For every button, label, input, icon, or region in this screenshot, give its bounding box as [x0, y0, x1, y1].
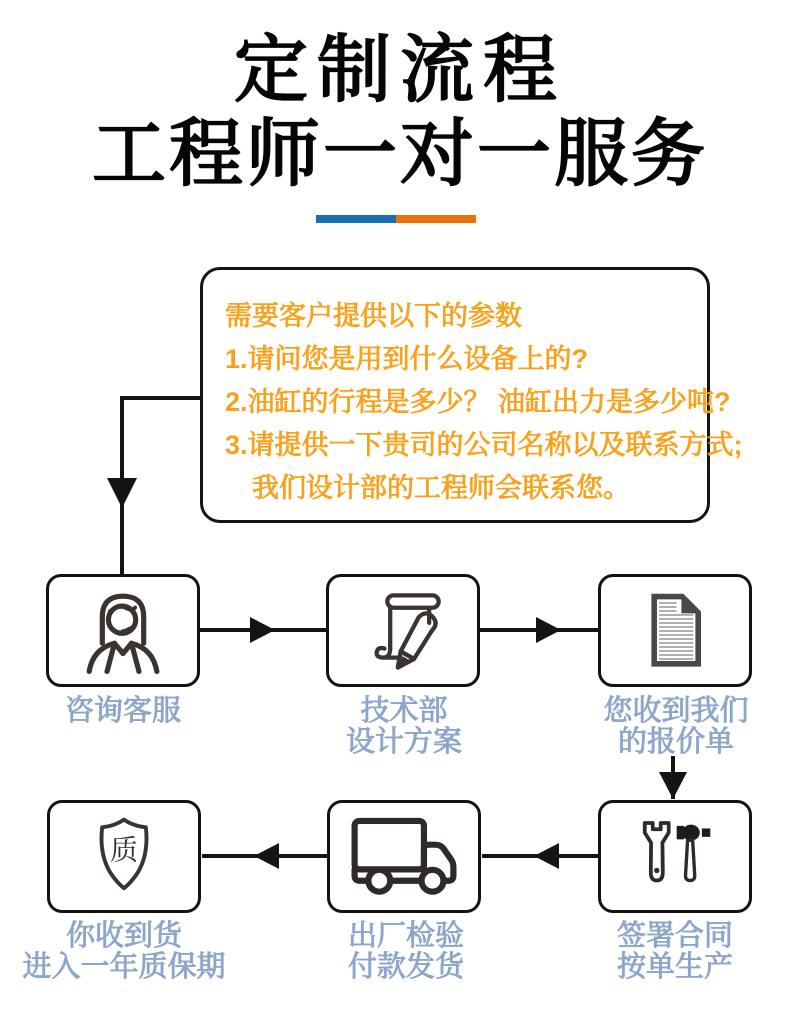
- flow-node-label-design: 技术部 设计方案: [345, 695, 463, 758]
- flow-node-quote: [598, 574, 752, 687]
- flow-node-label-delivery: 出厂检验 付款发货: [347, 920, 465, 983]
- info-line: 需要客户提供以下的参数: [225, 301, 522, 331]
- tools-icon: [632, 815, 718, 899]
- flow-node-warranty: [47, 800, 201, 913]
- design-scroll-icon: [356, 583, 451, 678]
- connector-infobox-to-consult: [122, 398, 200, 574]
- info-line: 1.请问您是用到什么设备上的?: [225, 344, 589, 374]
- quote-document-icon: [635, 587, 715, 675]
- page-title: 定制流程: [234, 28, 566, 111]
- page-subtitle: 工程师一对一服务: [92, 112, 708, 195]
- flow-node-label-quote: 您收到我们 的报价单: [603, 695, 749, 758]
- arrowhead-right-to-quote: [536, 617, 561, 643]
- parameters-info-box: [200, 267, 743, 523]
- shield-char-text: 质: [109, 833, 139, 865]
- arrowhead-down-to-contract: [659, 772, 687, 799]
- flow-node-consult: [46, 574, 200, 687]
- flow-node-delivery: [327, 800, 481, 913]
- customer-service-icon: [76, 584, 170, 678]
- flow-node-label-contract: 签署合同 按单生产: [616, 920, 734, 983]
- info-line: 我们设计部的工程师会联系您。: [252, 473, 630, 503]
- info-line: 3.请提供一下贵司的公司名称以及联系方式;: [225, 430, 743, 460]
- info-line: 2.油缸的行程是多少？ 油缸出力是多少吨?: [225, 387, 731, 417]
- arrowhead-right-to-design: [250, 617, 275, 643]
- warranty-shield-icon: [85, 813, 163, 901]
- arrowhead-left-to-delivery: [534, 843, 559, 869]
- arrowhead-down-to-consult: [107, 478, 137, 508]
- flow-node-contract: [598, 800, 752, 913]
- flow-node-design: [326, 574, 480, 687]
- delivery-truck-icon: [347, 814, 461, 900]
- flow-node-label-consult: 咨询客服: [64, 695, 182, 727]
- arrowhead-left-to-warranty: [254, 843, 279, 869]
- flow-node-label-warranty: 你收到货 进入一年质保期: [22, 920, 226, 983]
